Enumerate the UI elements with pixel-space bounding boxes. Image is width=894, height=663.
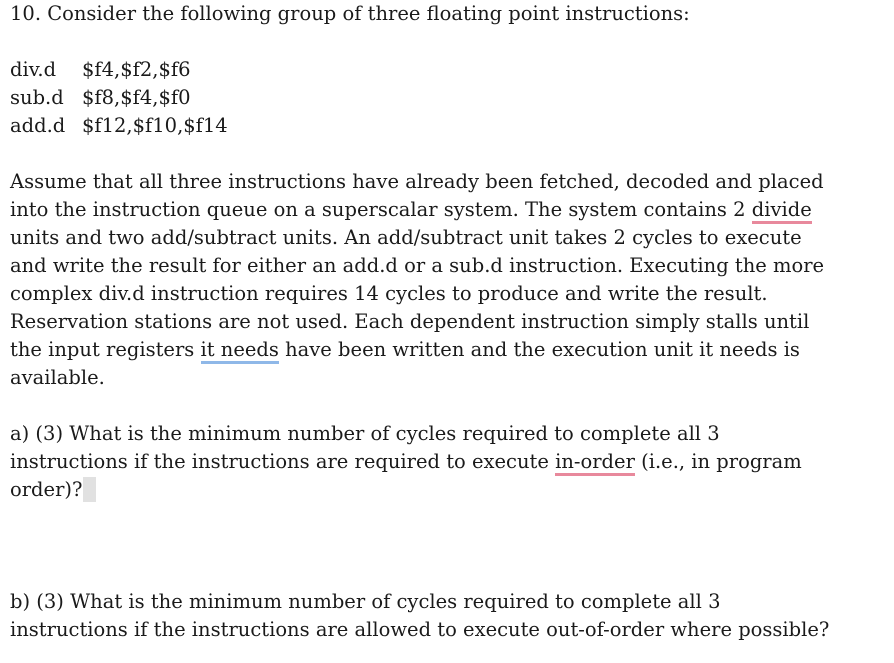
spellcheck-marked-word[interactable]: divide bbox=[752, 198, 812, 224]
paragraph-text: have been written and the execution unit it needs is bbox=[278, 338, 800, 361]
instruction-line-3 bbox=[10, 112, 888, 140]
instruction-line-1 bbox=[10, 56, 888, 84]
spellcheck-marked-word[interactable]: in-order bbox=[555, 450, 635, 476]
paragraph-line: units and two add/subtract units. An add/subtract unit takes 2 cycles to execute bbox=[10, 226, 802, 249]
question-line bbox=[10, 476, 888, 504]
instruction-args: $f12,$f10,$f14 bbox=[82, 114, 228, 137]
spacer bbox=[10, 140, 888, 168]
answer-text-cursor[interactable] bbox=[83, 477, 96, 502]
question-line: a) (3) What is the minimum number of cycles required to complete all 3 bbox=[10, 422, 720, 445]
question-text: instructions if the instructions are required to execute bbox=[10, 450, 556, 473]
spacer bbox=[10, 392, 888, 420]
spacer bbox=[10, 28, 888, 56]
paragraph-line: complex div.d instruction requires 14 cycles to produce and write the result. bbox=[10, 282, 768, 305]
paragraph-line: Reservation stations are not used. Each dependent instruction simply stalls until bbox=[10, 310, 810, 333]
paragraph-line bbox=[10, 196, 888, 224]
paragraph-text: into the instruction queue on a superscalar system. The system contains 2 bbox=[10, 198, 752, 221]
paragraph-line: Assume that all three instructions have already been fetched, decoded and placed bbox=[10, 170, 824, 193]
paragraph-line bbox=[10, 336, 888, 364]
instruction-op: add.d bbox=[10, 114, 66, 137]
question-line: b) (3) What is the minimum number of cycles required to complete all 3 bbox=[10, 590, 721, 613]
instruction-args: $f8,$f4,$f0 bbox=[82, 86, 191, 109]
question-line: instructions if the instructions are allowed to execute out-of-order where possible? bbox=[10, 618, 830, 641]
question-line bbox=[10, 448, 888, 476]
paragraph-line: available. bbox=[10, 366, 105, 389]
grammar-marked-phrase[interactable]: it needs bbox=[201, 338, 279, 364]
instruction-line-2 bbox=[10, 84, 888, 112]
paragraph-line: and write the result for either an add.d or a sub.d instruction. Executing the more bbox=[10, 254, 825, 277]
document-page bbox=[10, 0, 888, 644]
part-a-question bbox=[10, 420, 888, 504]
question-title: 10. Consider the following group of three floating point instructions: bbox=[10, 2, 690, 25]
question-text: order)? bbox=[10, 478, 83, 501]
part-b-question bbox=[10, 588, 888, 644]
paragraph-text: the input registers bbox=[10, 338, 201, 361]
instruction-op: div.d bbox=[10, 58, 57, 81]
question-text: (i.e., in program bbox=[634, 450, 802, 473]
instruction-op: sub.d bbox=[10, 86, 64, 109]
answer-space[interactable] bbox=[10, 504, 888, 588]
problem-paragraph bbox=[10, 168, 888, 392]
instruction-args: $f4,$f2,$f6 bbox=[82, 58, 191, 81]
